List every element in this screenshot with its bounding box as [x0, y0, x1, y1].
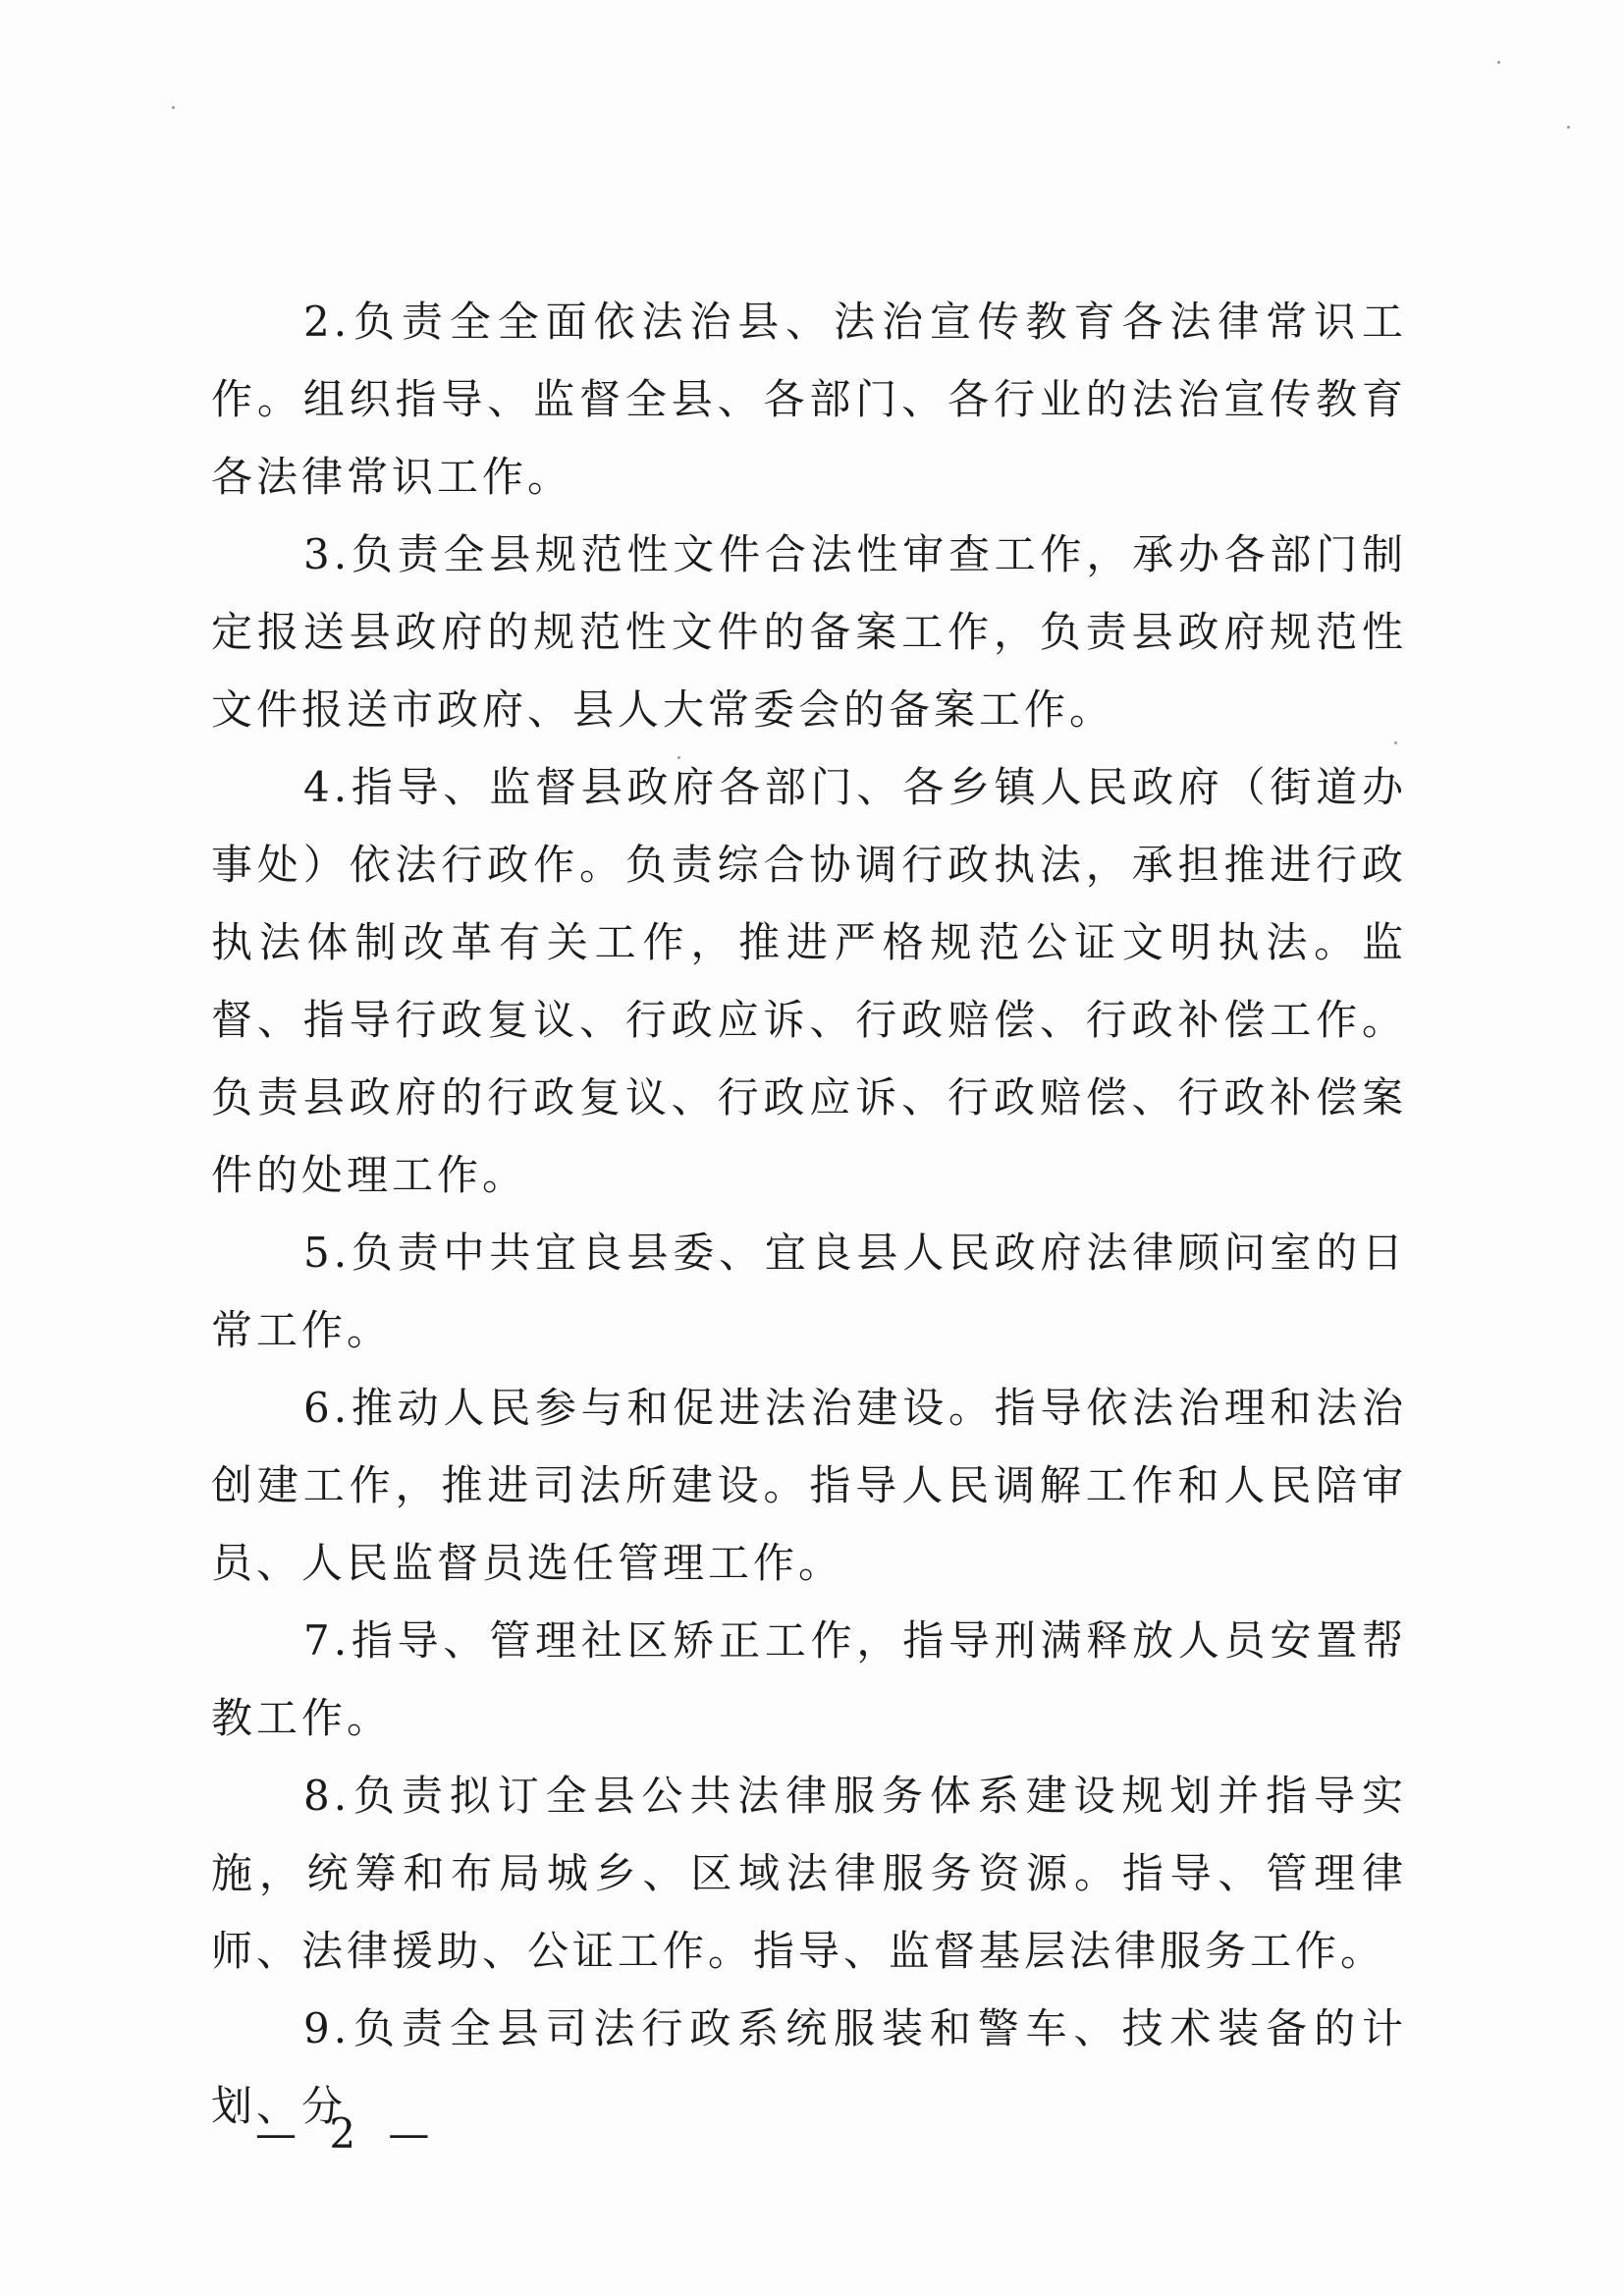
paragraph-item-9: 9.负责全县司法行政系统服装和警车、技术装备的计划、分 — [211, 2004, 1407, 2130]
page-number: — 2 — — [255, 2109, 440, 2158]
paragraph-item-4: 4.指导、监督县政府各部门、各乡镇人民政府（街道办事处）依法行政作。负责综合协调行政执法，承担推进行政执法体制改革有关工作，推进严格规范公证文明执法。监督、指导行政复议、行政应诉、行政赔偿、行政补偿工作。负责县政府的行政复议、行政应诉、行政赔偿、行政补偿案件的处理工作。 — [211, 763, 1407, 1199]
body-text — [211, 283, 1407, 2145]
paragraph-item-7: 7.指导、管理社区矫正工作，指导刑满释放人员安置帮教工作。 — [211, 1616, 1407, 1742]
paragraph-item-2: 2.负责全全面依法治县、法治宣传教育各法律常识工作。组织指导、监督全县、各部门、各行业的法治宣传教育各法律常识工作。 — [211, 298, 1407, 501]
paragraph-item-3: 3.负责全县规范性文件合法性审查工作，承办各部门制定报送县政府的规范性文件的备案工作，负责县政府规范性文件报送市政府、县人大常委会的备案工作。 — [211, 530, 1407, 734]
scan-speck — [1567, 126, 1570, 129]
paragraph-item-5: 5.负责中共宜良县委、宜良县人民政府法律顾问室的日常工作。 — [211, 1229, 1407, 1354]
scan-speck — [1497, 61, 1500, 64]
paragraph-item-6: 6.推动人民参与和促进法治建设。指导依法治理和法治创建工作，推进司法所建设。指导人民调解工作和人民陪审员、人民监督员选任管理工作。 — [211, 1384, 1407, 1587]
scan-speck — [172, 106, 175, 109]
paragraph-item-8: 8.负责拟订全县公共法律服务体系建设规划并指导实施，统筹和布局城乡、区域法律服务资源。指导、管理律师、法律援助、公证工作。指导、监督基层法律服务工作。 — [211, 1772, 1407, 1975]
